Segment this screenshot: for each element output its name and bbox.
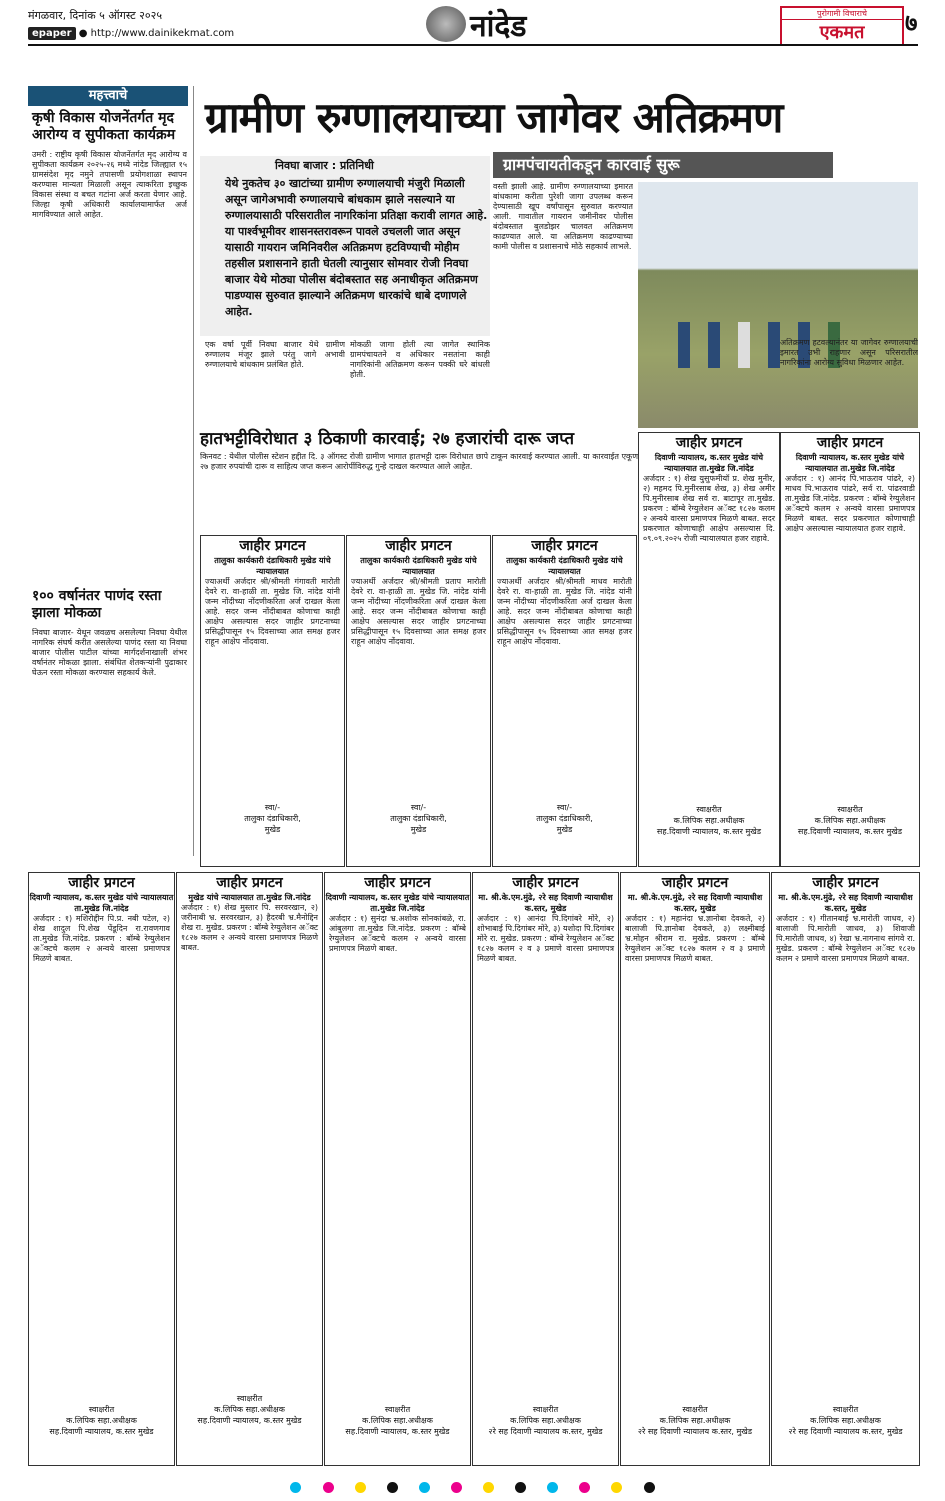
ad-sign-2: क.लिपिक सहा.अधीक्षक — [659, 1416, 731, 1425]
sidebar-story2-text: निवघा बाजार- येथून जवळच असलेल्या निवघा येथील नागरिक संघर्ष करीत असलेल्या पाणंद रस्ता या निवघा बाजार पोलीस पाटील यांच्या मार्गदर्शनाखाली शंभर वर्षानंतर मोकळा झाला. संबंधित शेतकऱ्यांनी पुढाकार घेऊन रस्ता मोकळा करण्यास सहकार्य केले. — [32, 628, 187, 677]
masthead-rule — [28, 44, 918, 46]
issue-date: मंगळवार, दिनांक ५ ऑगस्ट २०२५ — [28, 9, 163, 22]
black-dot — [387, 1482, 398, 1493]
black-dot — [515, 1482, 526, 1493]
ad-office: दिवाणी न्यायालय, क.स्तर मुखेड यांचे न्यायालयात ता.मुखेड जि.नांदेड — [654, 453, 764, 473]
ad-sign-2: क.लिपिक सहा.अधीक्षक — [362, 1416, 433, 1425]
ad-body: अर्जदार : १) आनंदा पि.दिगांबरे मोरे, २) शोभाबाई पि.दिगांबर मोरे, ३) यशोदा पि.दिगांबर मोरे रा. मुखेड. प्रकरण : बॉम्बे रेग्युलेशन अॅक्ट १८२७ कलम २ व ३ प्रमाणे वारसा प्रमाणपत्र मिळणे बाबत. — [477, 914, 614, 963]
ad-body: अर्जदार : १) सुनंदा भ्र.अशोक सोनकांबळे, रा. आंबुलगा ता.मुखेड जि.नांदेड. प्रकरण : बॉम्बे रेग्युलेशन अॅक्टचे कलम २ अन्वये वारसा प्रमाणपत्र मिळणे बाबत. — [329, 914, 466, 953]
sidebar-story1-title: कृषी विकास योजनेंतर्गत मृद आरोग्य व सुपीकता कार्यक्रम — [32, 110, 176, 143]
ad-title: जाहीर प्रगटन — [385, 538, 452, 554]
ad-sign-2: तालुका दंडाधिकारी, — [244, 814, 301, 823]
ad-sign-1: स्वा/- — [556, 803, 573, 812]
ad-body: अर्जदार : १) मशिरोद्दीन पि.प्र. नबी पटेल, २) शेख शादुल पि.शेख पेंडूदिन रा.रावणगाव ता.मुखेड जि.नांदेड. प्रकरण : बॉम्बे रेग्युलेशन अॅक्टचे कलम २ अन्वये वारसा प्रमाणपत्र मिळणे बाबत. — [33, 914, 170, 963]
brand-tagline: पुरोगामी विचाराचे — [782, 8, 902, 20]
city-title: नांदेड — [470, 9, 527, 44]
ad-sign-1: स्वा/- — [264, 803, 281, 812]
magenta-dot — [579, 1482, 590, 1493]
sub-headline-banner: ग्रामपंचायतीकडून कारवाई सुरू — [493, 152, 833, 178]
ad-title: जाहीर प्रगटन — [661, 875, 729, 891]
lead-paragraph: येथे नुकतेच ३० खाटांच्या ग्रामीण रुग्णालयाची मंजुरी मिळाली असून जागेअभावी रुग्णालयाचे बांधकाम झाले नसल्याने या रुग्णालयासाठी परिसरातील नागरिकांना प्रतिक्षा करावी लागत आहे. या पार्श्वभूमीवर शासनस्तरावरून पावले उचलली जात असून यासाठी गायरान जमिनिवरील अतिक्रमण हटविण्याची मोहीम तहसील प्रशासनाने हाती घेतली त्यानुसार सोमवार रोजी निवघा बाजार येथे मोठ्या पोलीस बंदोबस्तात सह अनाधीकृत अतिक्रमण पाडण्यास सुरुवात झाल्याने अतिक्रमण धारकांचे धाबे दणाणले आहेत. — [225, 177, 488, 318]
ad-office: मा. श्री.के.एम.मुंढे, २रे सह दिवाणी न्यायाधीश क.स्तर, मुखेड — [627, 893, 763, 913]
ad-title: जाहीर प्रगटन — [512, 875, 579, 891]
court-notice-ad — [780, 432, 920, 867]
ad-title: जाहीर प्रगटन — [531, 538, 598, 554]
byline: निवघा बाजार : प्रतिनिधी — [275, 159, 374, 172]
epaper-line — [28, 28, 234, 39]
ad-body: ज्याअर्थी अर्जदार श्री/श्रीमती प्रताप मारोती देवरे रा. वा-हाळी ता. मुखेड जि. नांदेड यांनी जन्म नोंदीच्या नोंदणीकरिता अर्ज दाखल केला आहे. सदर जन्म नोंदीबाबत कोणाचा काही आक्षेप असल्यास सदर जाहीर प्रगटनाच्या प्रसिद्धीपासून १५ दिवसाच्या आत समक्ष हजर राहून आक्षेप नोंदवावा. — [351, 577, 486, 646]
court-notice-ad — [176, 872, 323, 1466]
ad-sign-3: मुखेड — [556, 825, 573, 834]
ad-office: मा. श्री.के.एम.मुंढे, २रे सह दिवाणी न्यायाधीश क.स्तर, मुखेड — [478, 893, 613, 913]
paper-brand-logo — [780, 6, 904, 46]
ad-office: दिवाणी न्यायालय, क.स्तर मुखेड यांचे न्यायालयात ता.मुखेड जि.नांदेड — [29, 893, 174, 913]
ad-sign-3: सह.दिवाणी न्यायालय, क.स्तर मुखेड — [797, 827, 903, 836]
ad-sign-2: क.लिपिक सहा.अधीक्षक — [214, 1405, 285, 1414]
court-notice-ad — [638, 432, 780, 867]
ad-sign-3: २रे सह दिवाणी न्यायालय क.स्तर, मुखेड — [788, 1427, 903, 1436]
ad-sign-1: स्वाक्षरीत — [532, 1405, 559, 1414]
ad-sign-3: सह.दिवाणी न्यायालय, क.स्तर मुखेड — [656, 827, 762, 836]
ad-sign-2: क.लिपिक सहा.अधीक्षक — [66, 1416, 137, 1425]
ad-office: मुखेड यांचे न्यायालयात ता.मुखेड जि.नांदेड — [188, 893, 311, 902]
black-dot — [644, 1482, 655, 1493]
cyan-dot — [547, 1482, 558, 1493]
ad-sign-2: क.लिपिक सहा.अधीक्षक — [510, 1416, 581, 1425]
yellow-dot — [483, 1482, 494, 1493]
ad-sign-1: स्वाक्षरीत — [682, 1405, 708, 1414]
main-headline: ग्रामीण रुग्णालयाच्या जागेवर अतिक्रमण — [205, 93, 783, 142]
yellow-dot — [611, 1482, 622, 1493]
ad-title: जाहीर प्रगटन — [812, 875, 879, 891]
ad-sign-3: सह.दिवाणी न्यायालय, क.स्तर मुखेड — [49, 1427, 154, 1436]
ad-sign-1: स्वाक्षरीत — [837, 805, 863, 814]
ad-title: जाहीर प्रगटन — [239, 538, 306, 554]
ad-sign-3: मुखेड — [264, 825, 281, 834]
ad-sign-2: क.लिपिक सहा.अधीक्षक — [810, 1416, 881, 1425]
ad-sign-2: क.लिपिक सहा.अधीक्षक — [673, 816, 745, 825]
court-notice-ad — [28, 872, 175, 1466]
magenta-dot — [451, 1482, 462, 1493]
ad-body: अर्जदार : १) महानंदा भ्र.ज्ञानोबा देवकते, २) बालाजी पि.ज्ञानोबा देवकते, ३) लक्ष्मीबाई भ्र.मोहन श्रीराम रा. मुखेड. प्रकरण : बॉम्बे रेग्युलेशन अॅक्ट १८२७ कलम २ व ३ प्रमाणे वारसा प्रमाणपत्र मिळणे बाबत. — [625, 914, 765, 963]
story-column-1: एक वर्षा पूर्वी निवघा बाजार येथे ग्रामीण रुग्णालय मंजूर झाले परंतु जागे अभावी रुग्णालयाचे बांधकाम प्रलंबित होते. — [205, 340, 345, 369]
ad-sign-2: तालुका दंडाधिकारी, — [536, 814, 593, 823]
public-notice-ad — [346, 535, 491, 867]
globe-icon: ● — [78, 28, 88, 39]
cyan-dot — [419, 1482, 430, 1493]
public-notice-ad — [200, 535, 345, 867]
ad-sign-3: मुखेड — [410, 825, 427, 834]
ad-sign-1: स्वाक्षरीत — [236, 1394, 263, 1403]
ad-sign-3: २रे सह दिवाणी न्यायालय क.स्तर, मुखेड — [637, 1427, 753, 1436]
court-notice-ad — [620, 872, 770, 1466]
story-column-2: मोकळी जागा होती त्या जागेत स्थानिक ग्रामपंचायतने व अधिकार नसतांना काही नागरिकांनी अतिक्रमण करून पक्की घरे बांधली होती. — [350, 340, 490, 379]
ad-office: तालुका कार्यकारी दंडाधिकारी मुखेड यांचे न्यायालयात — [506, 556, 623, 576]
ad-body: ज्याअर्थी अर्जदार श्री/श्रीमती गंगावती मारोती देवरे रा. वा-हाळी ता. मुखेड जि. नांदेड यांनी जन्म नोंदीच्या नोंदणीकरिता अर्ज दाखल केला आहे. सदर जन्म नोंदीबाबत कोणाचा काही आक्षेप असल्यास सदर जाहीर प्रगटनाच्या प्रसिद्धीपासून १५ दिवसाच्या आत समक्ष हजर राहून आक्षेप नोंदवावा. — [205, 577, 340, 646]
ad-sign-3: सह.दिवाणी न्यायालय, क.स्तर मुखेड — [197, 1416, 302, 1425]
print-registration-marks — [0, 1478, 945, 1494]
ad-title: जाहीर प्रगटन — [816, 435, 884, 451]
yellow-dot — [355, 1482, 366, 1493]
ad-sign-1: स्वाक्षरीत — [88, 1405, 115, 1414]
ad-sign-1: स्वाक्षरीत — [696, 805, 722, 814]
ad-office: दिवाणी न्यायालय, क.स्तर मुखेड यांचे न्यायालयात ता.मुखेड जि.नांदेड — [795, 453, 905, 473]
sidebar-banner: महत्त्वाचे — [28, 86, 188, 106]
ad-body: अर्जदार : १) गीतानबाई भ्र.मारोती जाधव, २) बालाजी पि.मारोती जाधव, ३) शिवाजी पि.मारोती जाधव, ४) रेखा भ्र.नागनाथ सांगवे रा. मुखेड. प्रकरण : बॉम्बे रेग्युलेशन अॅक्ट १८२७ कलम २ प्रमाणे वारसा प्रमाणपत्र मिळणे बाबत. — [776, 914, 915, 963]
city-emblem-icon — [426, 6, 466, 42]
website-url[interactable]: http://www.dainikekmat.com — [90, 28, 235, 39]
ad-office: तालुका कार्यकारी दंडाधिकारी मुखेड यांचे न्यायालयात — [214, 556, 331, 576]
sidebar-story1-text: उमरी : राष्ट्रीय कृषी विकास योजनेंतर्गत मृद आरोग्य व सुपीकता कार्यक्रम २०२५-२६ मध्ये नांदेड जिल्ह्यात १५ ग्रामसंदेश मृद नमुने तपासणी प्रयोगशाळा स्थापन करण्यास मान्यता मिळाली असून त्याकरिता इच्छुक विकास संस्था व बचत गटांना अर्ज करता येणार आहे. जिल्हा कृषी अधिकारी कार्यालयामार्फत अर्ज मागविण्यात आले आहेत. — [32, 150, 187, 219]
story-column-far: अतिक्रमण हटवल्यानंतर या जागेवर रुग्णालयाची इमारत उभी राहणार असून परिसरातील नागरिकांना आरोग्य सुविधा मिळणार आहेत. — [780, 338, 918, 367]
court-notice-ad — [771, 872, 920, 1466]
ad-sign-3: २रे सह दिवाणी न्यायालय क.स्तर, मुखेड — [488, 1427, 603, 1436]
ad-sign-1: स्वा/- — [410, 803, 427, 812]
court-notice-ad — [472, 872, 619, 1466]
public-notice-ad — [492, 535, 637, 867]
ad-title: जाहीर प्रगटन — [364, 875, 431, 891]
ad-body: अर्जदार : १) शेख युसुफमीयॉ प्र. शेख मुनीर, २) महमद पि.मुनीरसाब शेख, ३) शेख अमीर पि.मुनीरसाब शेख सर्व रा. बाटापूर ता.मुखेड. प्रकरण : बॉम्बे रेग्युलेशन अॅक्ट १८२७ कलम २ अन्वये वारसा प्रमाणपत्र मिळणे बाबत. सदर प्रकरणात कोणाचाही आक्षेप असल्यास दि. ०९.०९.२०२५ रोजी न्यायालयात हजर राहावे. — [643, 474, 775, 543]
ad-sign-3: सह.दिवाणी न्यायालय, क.स्तर मुखेड — [345, 1427, 450, 1436]
ad-sign-1: स्वाक्षरीत — [384, 1405, 411, 1414]
ad-title: जाहीर प्रगटन — [216, 875, 283, 891]
court-notice-ad — [324, 872, 471, 1466]
ad-body: अर्जदार : १) आनंद पि.भाऊराव पांढरे, २) माधव पि.भाऊराव पांढरे, सर्व रा. पांढरवाडी ता.मुखेड जि.नांदेड. प्रकरण : बॉम्बे रेग्युलेशन अॅक्टचे कलम २ अन्वये वारसा प्रमाणपत्र मिळणे बाबत. सदर प्रकरणात कोणाचाही आक्षेप असल्यास न्यायालयात हजर राहावे. — [785, 474, 915, 533]
ad-office: तालुका कार्यकारी दंडाधिकारी मुखेड यांचे न्यायालयात — [360, 556, 477, 576]
liquor-raid-text: किनवट : येथील पोलीस स्टेशन हद्दीत दि. ३ ऑगस्ट रोजी ग्रामीण भागात हातभट्टी दारू विरोधात छापे टाकून कारवाई करण्यात आली. या कारवाईत एकूण २७ हजार रुपयांची दारू व साहित्य जप्त करून आरोपींविरुद्ध गुन्हे दाखल करण्यात आले आहेत. — [200, 452, 638, 471]
ad-title: जाहीर प्रगटन — [68, 875, 135, 891]
cyan-dot — [290, 1482, 301, 1493]
ad-body: अर्जदार : १) शेख मुस्तार पि. सरवरखान, २) जरीनाबी भ्र. सरवरखान, ३) हैदरबी भ्र.मैनोद्दिन शेख रा. मुखेड. प्रकरण : बॉम्बे रेग्युलेशन अॅक्ट १८२७ कलम २ अन्वये वारसा प्रमाणपत्र मिळणे बाबत. — [181, 903, 318, 952]
magenta-dot — [323, 1482, 334, 1493]
ad-body: ज्याअर्थी अर्जदार श्री/श्रीमती माधव मारोती देवरे रा. वा-हाळी ता. मुखेड जि. नांदेड यांनी जन्म नोंदीच्या नोंदणीकरिता अर्ज दाखल केला आहे. सदर जन्म नोंदीबाबत कोणाचा काही आक्षेप असल्यास सदर जाहीर प्रगटनाच्या प्रसिद्धीपासून १५ दिवसाच्या आत समक्ष हजर राहून आक्षेप नोंदवावा. — [497, 577, 632, 646]
ad-title: जाहीर प्रगटन — [675, 435, 743, 451]
liquor-raid-headline: हातभट्टीविरोधात ३ ठिकाणी कारवाई; २७ हजारांची दारू जप्त — [200, 429, 575, 449]
ad-sign-2: तालुका दंडाधिकारी, — [390, 814, 447, 823]
ad-office: मा. श्री.के.एम.मुंढे, २रे सह दिवाणी न्यायाधीश क.स्तर, मुखेड — [778, 893, 913, 913]
epaper-label: epaper — [28, 27, 76, 40]
ad-office: दिवाणी न्यायालय, क.स्तर मुखेड यांचे न्यायालयात ता.मुखेड जि.नांदेड — [325, 893, 470, 913]
page-number: ७ — [905, 9, 918, 37]
story-column-right: वस्ती झाली आहे. ग्रामीण रुग्णालयाच्या इमारत बांधकामा करीता पुरेशी जागा उपलब्ध करून देण्यासाठी खूप वर्षांपासून सुरुवात करण्यात आली. गावातील गायरान जमीनीवर पोलीस बंदोबस्तात बुलडोझर चालवत अतिक्रमण काढण्यात आले. या अतिक्रमण काढण्याच्या कामी पोलीस व प्रशासनाचे मोठे सहकार्य लाभले. — [493, 182, 633, 251]
brand-name: एकमत — [819, 22, 865, 43]
sidebar-story2-title: १०० वर्षानंतर पाणंद रस्ता झाला मोकळा — [32, 588, 162, 621]
ad-sign-1: स्वाक्षरीत — [832, 1405, 859, 1414]
ad-sign-2: क.लिपिक सहा.अधीक्षक — [814, 816, 886, 825]
